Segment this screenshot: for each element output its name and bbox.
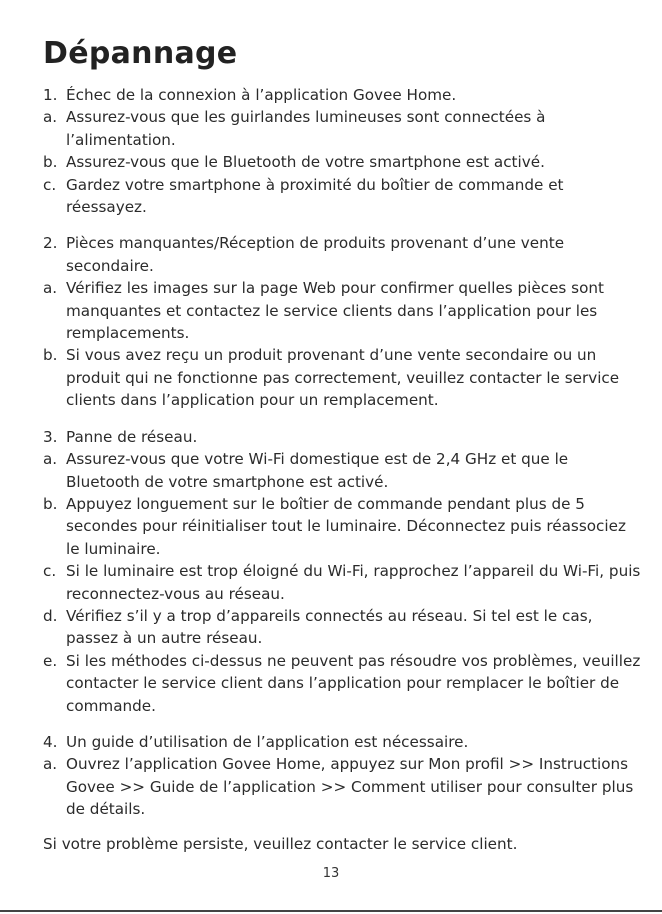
section-heading	[43, 232, 643, 277]
section-number: 1.	[43, 86, 58, 104]
section-number: 4.	[43, 732, 58, 751]
list-item	[43, 448, 643, 493]
list-item	[43, 174, 643, 219]
section-2	[43, 232, 643, 411]
section-number: 3.	[43, 427, 58, 446]
item-marker: a.	[43, 279, 58, 298]
item-text: Si les méthodes ci-dessus ne peuvent pas résoudre vos problèmes, veuillez contacter le service client dans l’application pour remplacer le boîtier de commande.	[66, 651, 641, 715]
item-text: Gardez votre smartphone à proximité du boîtier de commande et réessayez.	[66, 175, 564, 217]
section-heading-text: Un guide d’utilisation de l’application est nécessaire.	[66, 732, 469, 751]
list-item	[43, 605, 643, 650]
section-heading-text: Pièces manquantes/Réception de produits provenant d’une vente secondaire.	[66, 234, 565, 275]
list-item	[43, 151, 643, 173]
section-heading-text: Panne de réseau.	[66, 427, 198, 446]
item-marker: b.	[43, 494, 58, 513]
list-item	[43, 560, 643, 605]
page-number: 13	[322, 866, 340, 881]
item-text: Vérifiez les images sur la page Web pour confirmer quelles pièces sont manquantes et contactez le service clients dans l’application pour les remplacements.	[66, 279, 604, 343]
item-text: Si vous avez reçu un produit provenant d’une vente secondaire ou un produit qui ne fonctionne pas correctement, veuillez contacter le service clients dans l’application pour un remplacement.	[66, 346, 620, 410]
item-marker: a.	[43, 755, 58, 774]
list-item	[43, 106, 643, 151]
item-marker: d.	[43, 606, 58, 625]
item-text: Assurez-vous que le Bluetooth de votre smartphone est activé.	[66, 153, 545, 172]
section-heading	[43, 426, 643, 448]
item-marker: b.	[43, 346, 58, 365]
item-marker: c.	[43, 562, 57, 581]
item-marker: a.	[43, 108, 58, 127]
item-text: Assurez-vous que les guirlandes lumineuses sont connectées à l’alimentation.	[66, 108, 546, 149]
section-heading-text: Échec de la connexion à l’application Govee Home.	[66, 86, 457, 104]
section-4	[43, 731, 643, 821]
list-item	[43, 753, 643, 820]
item-marker: a.	[43, 450, 58, 469]
list-item	[43, 493, 643, 560]
list-item	[43, 344, 643, 411]
item-text: Vérifiez s’il y a trop d’appareils connectés au réseau. Si tel est le cas, passez à un autre réseau.	[66, 606, 593, 648]
item-marker: b.	[43, 153, 58, 172]
item-marker: e.	[43, 651, 58, 670]
item-text: Ouvrez l’application Govee Home, appuyez sur Mon profil >> Instructions Govee >> Guide de l’application >> Comment utiliser pour consulter plus de détails.	[66, 755, 634, 819]
section-3	[43, 426, 643, 717]
section-heading	[43, 84, 643, 106]
bottom-divider	[0, 910, 662, 912]
list-item	[43, 650, 643, 717]
item-marker: c.	[43, 175, 57, 194]
section-number: 2.	[43, 234, 58, 253]
item-text: Appuyez longuement sur le boîtier de commande pendant plus de 5 secondes pour réinitialiser tout le luminaire. Déconnectez puis réassociez le luminaire.	[66, 494, 626, 558]
closing-note: Si votre problème persiste, veuillez contacter le service client.	[43, 834, 518, 853]
section-heading	[43, 731, 643, 753]
page-title: Dépannage	[43, 36, 238, 71]
item-text: Assurez-vous que votre Wi-Fi domestique est de 2,4 GHz et que le Bluetooth de votre smartphone est activé.	[66, 450, 569, 491]
item-text: Si le luminaire est trop éloigné du Wi-Fi, rapprochez l’appareil du Wi-Fi, puis reconnectez-vous au réseau.	[66, 562, 641, 603]
section-1	[43, 84, 643, 218]
troubleshooting-list	[43, 84, 643, 855]
list-item	[43, 277, 643, 344]
